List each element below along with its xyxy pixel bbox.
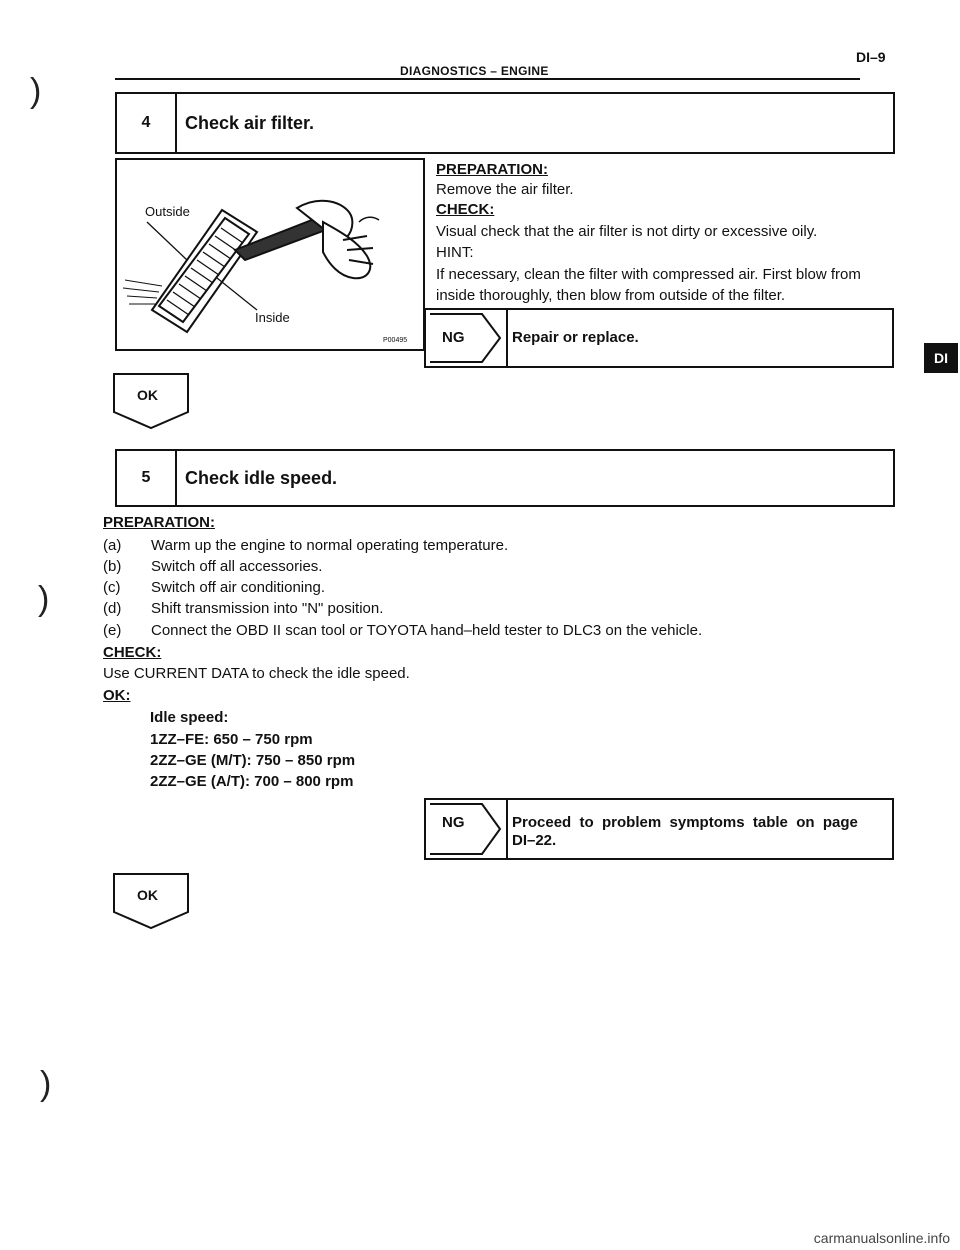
ng-arrow-icon xyxy=(426,800,504,858)
watermark: carmanualsonline.info xyxy=(813,1230,950,1246)
page-number: DI–9 xyxy=(856,49,886,65)
preparation-heading: PREPARATION: xyxy=(103,514,215,531)
ok-label: OK xyxy=(137,887,158,903)
divider xyxy=(506,310,508,366)
preparation-text: Remove the air filter. xyxy=(436,181,574,198)
ok-label: OK xyxy=(137,387,158,403)
step-title: Check air filter. xyxy=(185,112,315,133)
margin-mark: ) xyxy=(40,1065,52,1103)
step-5-ok-tab xyxy=(112,872,192,937)
ng-label: NG xyxy=(442,329,465,346)
ng-action-line-1: Proceed to problem symptoms table on page xyxy=(512,814,858,831)
header-title: DIAGNOSTICS – ENGINE xyxy=(400,64,549,78)
step-number: 4 xyxy=(117,94,177,152)
figure-id: P00495 xyxy=(383,337,408,344)
check-text: Use CURRENT DATA to check the idle speed. xyxy=(103,665,410,682)
spec-line-1: 1ZZ–FE: 650 – 750 rpm xyxy=(150,731,313,748)
section-tab: DI xyxy=(924,343,958,373)
step-5-header xyxy=(115,449,895,507)
prep-item-d: (d) Shift transmission into "N" position. xyxy=(103,600,384,617)
spec-line-3: 2ZZ–GE (A/T): 700 – 800 rpm xyxy=(150,773,354,790)
ng-action-line-2: DI–22. xyxy=(512,832,557,849)
check-heading: CHECK: xyxy=(103,644,162,661)
ng-arrow-icon xyxy=(426,310,504,366)
step-title: Check idle speed. xyxy=(185,467,338,488)
header-rule xyxy=(115,78,860,80)
step-4-header xyxy=(115,92,895,154)
hint-heading: HINT: xyxy=(436,244,474,261)
spec-heading: Idle speed: xyxy=(150,709,229,726)
ok-heading: OK: xyxy=(103,687,131,704)
air-filter-figure xyxy=(115,158,425,351)
figure-label-outside: Outside xyxy=(145,204,190,219)
hint-text-line-2: inside thoroughly, then blow from outside of the filter. xyxy=(436,287,786,304)
hint-text-line-1: If necessary, clean the filter with compressed air. First blow from xyxy=(436,266,861,283)
step-5-ng-box xyxy=(424,798,894,860)
preparation-heading: PREPARATION: xyxy=(436,161,548,178)
figure-label-inside: Inside xyxy=(255,310,290,325)
spec-line-2: 2ZZ–GE (M/T): 750 – 850 rpm xyxy=(150,752,356,769)
check-heading: CHECK: xyxy=(436,201,495,218)
prep-item-a: (a) Warm up the engine to normal operating temperature. xyxy=(103,537,509,554)
margin-mark: ) xyxy=(38,580,50,618)
ng-label: NG xyxy=(442,814,465,831)
check-text: Visual check that the air filter is not dirty or excessive oily. xyxy=(436,223,818,240)
margin-mark: ) xyxy=(30,72,42,110)
divider xyxy=(506,800,508,858)
step-number: 5 xyxy=(117,451,177,505)
step-4-ng-box xyxy=(424,308,894,368)
step-4-ok-tab xyxy=(112,372,192,437)
ng-action: Repair or replace. xyxy=(512,329,639,346)
prep-item-e: (e) Connect the OBD II scan tool or TOYOTA hand–held tester to DLC3 on the vehicle. xyxy=(103,622,703,639)
prep-item-c: (c) Switch off air conditioning. xyxy=(103,579,325,596)
prep-item-b: (b) Switch off all accessories. xyxy=(103,558,323,575)
